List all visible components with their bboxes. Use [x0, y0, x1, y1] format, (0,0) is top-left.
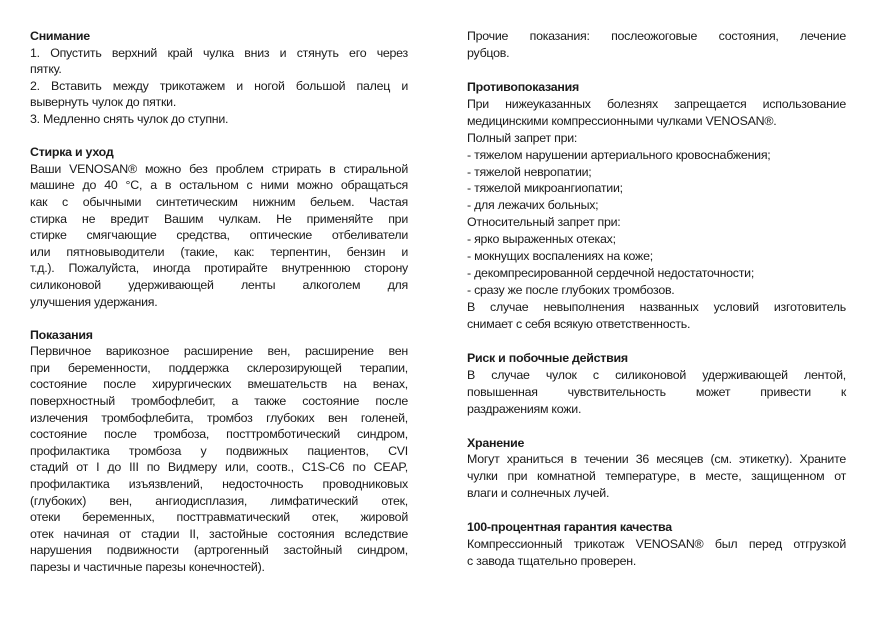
text-line: поверхностный тромбофлебит, а также состояние после: [30, 394, 408, 409]
text-line: - тяжелой микроангиопатии;: [467, 181, 623, 196]
section-spacer: [30, 310, 408, 327]
text-line: Относительный запрет при:: [467, 215, 621, 230]
section-heading: Стирка и уход: [30, 145, 114, 160]
section-heading: Показания: [30, 327, 93, 342]
text-line: парезы и частичные парезы конечностей).: [30, 560, 265, 574]
section-heading: Противопоказания: [467, 79, 579, 94]
text-line: В случае невыполнения названных условий изготовитель: [467, 300, 846, 314]
text-line: нарушения подвижности (артрогенный застойный синдром,: [30, 543, 408, 558]
text-line: медицинскими компрессионными чулками VENOSAN®.: [467, 113, 777, 128]
text-line: состояние после тромбоза, посттромботический синдром,: [30, 427, 408, 442]
text-line: при беременности, поддержка склерозирующей терапии,: [30, 360, 408, 375]
text-line: В случае чулок с силиконовой удерживающей лентой,: [467, 367, 846, 382]
section-heading: Риск и побочные действия: [467, 350, 628, 365]
text-line: вывернуть чулок до пятки.: [30, 95, 177, 110]
text-line: Первичное варикозное расширение вен, расширение вен: [30, 344, 408, 359]
section: [467, 350, 846, 418]
text-line: отеки беременных, посттравматический отек, жировой: [30, 510, 408, 525]
text-line: силиконовой удерживающей ленты алкоголем для: [30, 277, 408, 292]
section: [467, 79, 846, 333]
section-spacer: [467, 62, 846, 79]
text-line: - тяжелом нарушении артериального кровоснабжения;: [467, 147, 771, 162]
section: [467, 28, 846, 62]
left-column: [30, 28, 408, 576]
section-spacer: [467, 502, 846, 519]
text-line: повышенная чувствительность может привести к: [467, 384, 846, 399]
text-line: - ярко выраженных отеках;: [467, 232, 616, 247]
section-spacer: [467, 333, 846, 350]
text-line: профилактика изъязвлений, недосточность проводниковых: [30, 477, 408, 492]
section: [30, 327, 408, 576]
text-line: - сразу же после глубоких тромбозов.: [467, 283, 675, 298]
text-line: как с обычными синтетическим нижним бельем. Частая: [30, 194, 408, 209]
text-line: - декомпресированной сердечной недостаточности;: [467, 266, 755, 281]
text-line: машине до 40 °C, а в остальном с ними можно обращаться: [30, 178, 408, 193]
text-line: Компрессионный трикотаж VENOSAN® был перед отгрузкой: [467, 537, 846, 552]
text-line: - для лежачих больных;: [467, 198, 599, 213]
text-line: профилактика тромбоза у подвижных пациентов, CVI: [30, 443, 408, 458]
section-spacer: [467, 418, 846, 435]
section-heading: Хранение: [467, 435, 525, 450]
text-line: При нижеуказанных болезнях запрещается использование: [467, 96, 846, 111]
text-line: Полный запрет при:: [467, 130, 578, 145]
section-heading: 100-процентная гарантия качества: [467, 520, 672, 535]
section: [467, 519, 846, 570]
section-heading: Снимание: [30, 29, 90, 43]
text-line: Ваши VENOSAN® можно без проблем стрирать в стиральной: [30, 161, 408, 176]
text-line: 1. Опустить верхний край чулка вниз и стянуть его через: [30, 45, 408, 60]
text-line: стадий от I до III по Видмеру или, соотв., C1S-C6 по CEAP,: [30, 460, 408, 475]
text-line: рубцов.: [467, 45, 510, 60]
text-line: Прочие показания: послеожоговые состояния, лечение: [467, 29, 846, 43]
text-line: - мокнущих воспалениях на коже;: [467, 249, 653, 264]
text-line: Могут храниться в течении 36 месяцев (см. этикетку). Храните: [467, 452, 846, 467]
text-line: состояние после хирургических вмешательств на венах,: [30, 377, 408, 392]
text-line: (глубоких) вен, ангиодисплазия, лимфатический отек,: [30, 493, 408, 508]
section: [467, 435, 846, 503]
text-line: раздражениям кожи.: [467, 401, 582, 416]
text-line: с завода тщательно проверен.: [467, 554, 637, 569]
text-line: чулки при комнатной температуре, в месте, защищенном от: [467, 469, 846, 484]
text-line: стирке смягчающие средства, оптические отбеливатели: [30, 228, 408, 243]
text-line: пятку.: [30, 62, 62, 77]
text-line: отек начиная от стадии II, застойные состояния вследствие: [30, 526, 408, 541]
text-line: 3. Медленно снять чулок до ступни.: [30, 111, 229, 126]
section-spacer: [30, 128, 408, 145]
section: [30, 28, 408, 128]
text-line: влаги и солнечных лучей.: [467, 486, 610, 501]
text-line: или пятновыводители (такие, как: терпентин, бензин и: [30, 244, 408, 259]
text-line: улучшения удержания.: [30, 294, 158, 309]
text-line: 2. Вставить между трикотажем и ногой большой палец и: [30, 78, 408, 93]
text-line: - тяжелой невропатии;: [467, 164, 592, 179]
text-line: снимает с себя всякую ответственность.: [467, 316, 691, 331]
text-line: стирка не вредит Вашим чулкам. Не применяйте при: [30, 211, 408, 226]
section: [30, 144, 408, 310]
text-line: т.д.). Пожалуйста, иногда протирайте внутреннюю сторону: [30, 261, 408, 276]
text-line: излечения тромбофлебита, тромбоз глубоких вен голеней,: [30, 410, 408, 425]
right-column: [467, 28, 846, 570]
